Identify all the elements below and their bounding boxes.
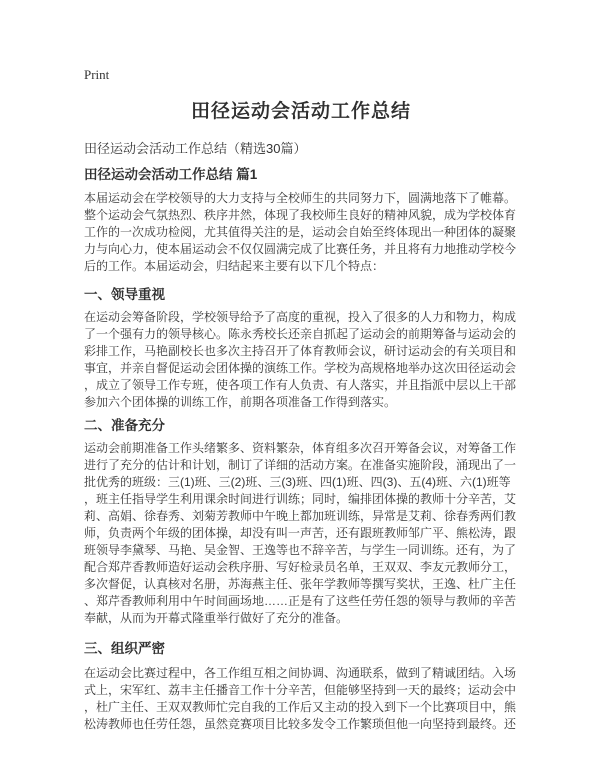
section-heading-organization: 三、组织严密 [84, 641, 165, 656]
article-heading: 田径运动会活动工作总结 篇1 [84, 167, 258, 182]
document-subtitle: 田径运动会活动工作总结（精选30篇） [84, 141, 307, 156]
page-title: 田径运动会活动工作总结 [190, 101, 411, 122]
section-heading-leadership: 一、领导重视 [84, 287, 165, 302]
intro-paragraph: 本届运动会在学校领导的大力支持与全校师生的共同努力下，圆满地落下了帷幕。整个运动会气氛热烈、秩序井然，体现了我校师生良好的精神风貌，成为学校体育工作的一次成功检阅，尤其值得关注的是，运动会自始至终体现出一种团体的凝聚力与向心力，使本届运动会不仅仅圆满完成了比赛任务，并且将有力地推动学校今后的工作。本届运动会，归结起来主要有以下几个特点： [84, 191, 517, 273]
section-heading-preparation: 二、准备充分 [84, 418, 165, 433]
section-paragraph-leadership: 在运动会筹备阶段，学校领导给予了高度的重视，投入了很多的人力和物力，构成了一个强有力的领导核心。陈永秀校长还亲自抓起了运动会的前期筹备与运动会的彩排工作，马艳副校长也多次主持召开了体育教师会议，研讨运动会的有关项目和事宜，并亲自督促运动会团体操的演练工作。学校为高规格地举办这次田径运动会，成立了领导工作专班，使各项工作有人负责、有人落实，并且指派中层以上干部参加六个团体操的训练工作，前期各项准备工作得到落实。 [84, 310, 517, 409]
section-paragraph-preparation: 运动会前期准备工作头绪繁多、资料繁杂，体育组多次召开筹备会议，对筹备工作进行了充分的估计和计划，制订了详细的活动方案。在准备实施阶段，涌现出了一批优秀的班级：三(1)班、三(2)班、三(3)班、四(1)班、四(3)、五(4)班、六(1)班等，班主任指导学生利用课余时间进行训练；同时，编排团体操的教师十分辛苦，艾莉、高娟、徐春秀、刘菊芳教师中午晚上都加班训练，异常是艾莉、徐春秀两们教师，负责两个年级的团体操，却没有叫一声苦，还有跟班教师邹广平、熊松涛，跟班领导李黛琴、马艳、吴金智、王逸等也不辞辛苦，与学生一同训练。还有，为了配合郑芹香教师造好运动会秩序册、写好检录员名单，王双双、李友元教师分工，多次督促，认真核对名册，苏海燕主任、张年学教师等撰写奖状，王逸、杜广主任、郑芹香教师利用中午时间画场地……正是有了这些任劳任怨的领导与教师的辛苦奉献，从而为开幕式隆重举行做好了充分的准备。 [84, 441, 517, 625]
print-link[interactable]: Print [84, 67, 110, 82]
section-paragraph-organization: 在运动会比赛过程中，各工作组互相之间协调、沟通联系，做到了精诚团结。入场式上，宋军红、荔丰主任播音工作十分辛苦，但能够坚持到一天的最终；运动会中，杜广主任、王双双教师忙完自我的工作后又主动的投入到下一个比赛项目中，熊松涛教师也任劳任怨，虽然竞赛项目比较多发令工作繁琐但他一向坚持到最终。还 [84, 666, 517, 731]
